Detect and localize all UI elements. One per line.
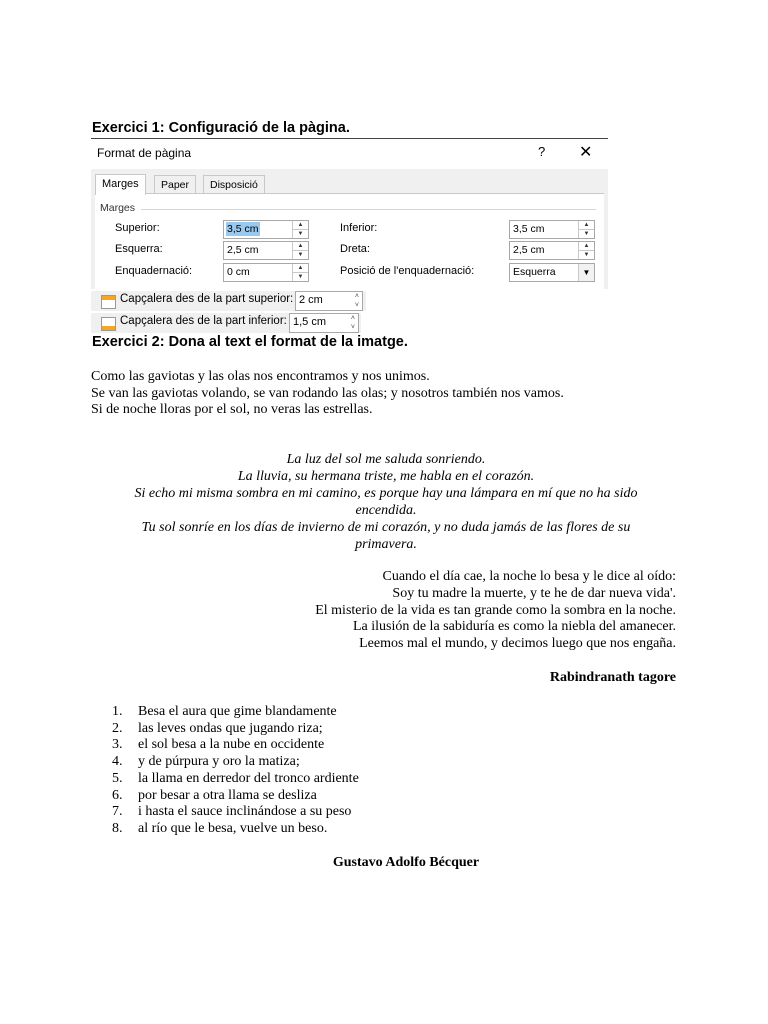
exercise-1-heading: Exercici 1: Configuració de la pàgina.	[92, 120, 350, 136]
inferior-stepper[interactable]	[578, 221, 594, 238]
list-number: 3.	[112, 737, 123, 753]
paragraph-line: Se van las gaviotas volando, se van rodando las olas; y nosotros también nos vamos.	[91, 385, 564, 401]
list-item	[96, 737, 359, 754]
footer-distance-input[interactable]	[289, 313, 359, 333]
enquadernacio-input[interactable]	[223, 263, 309, 282]
numbered-poem	[96, 704, 359, 838]
dreta-value: 2,5 cm	[513, 244, 545, 256]
intro-paragraph	[91, 369, 564, 419]
spin-up-icon[interactable]: ▲	[297, 243, 304, 249]
list-text: Besa el aura que gime blandamente	[138, 704, 337, 719]
superior-value: 3,5 cm	[227, 223, 259, 235]
poem-line: encendida.	[355, 503, 417, 518]
list-item	[96, 721, 359, 738]
dreta-label: Dreta:	[340, 243, 370, 255]
list-text: al río que le besa, vuelve un beso.	[138, 820, 328, 836]
page-setup-dialog	[91, 139, 608, 289]
tab-disposicio[interactable]: Disposició	[203, 175, 265, 194]
spin-down-icon[interactable]: ▼	[293, 229, 308, 238]
list-number: 4.	[112, 754, 123, 770]
spin-up-icon[interactable]: ▲	[297, 222, 304, 228]
spin-down-icon[interactable]: ▼	[293, 250, 308, 259]
list-item	[96, 754, 359, 771]
footer-distance-label: Capçalera des de la part inferior:	[120, 315, 287, 327]
poem-line: Soy tu madre la muerte, y te he de dar nueva vida'.	[392, 585, 676, 601]
posicio-select[interactable]	[509, 263, 595, 282]
list-number: 6.	[112, 787, 123, 803]
posicio-label: Posició de l'enquadernació:	[340, 265, 475, 277]
esquerra-stepper[interactable]	[292, 242, 308, 259]
poem-line: Cuando el día cae, la noche lo besa y le dice al oído:	[382, 569, 676, 584]
close-icon[interactable]: ✕	[579, 144, 593, 161]
poem-line: La lluvia, su hermana triste, me habla en el corazón.	[237, 469, 535, 484]
list-text: el sol besa a la nube en occidente	[138, 737, 325, 753]
help-icon[interactable]: ?	[538, 144, 546, 159]
spin-down-icon[interactable]: ▼	[579, 250, 594, 259]
author-signature-becquer: Gustavo Adolfo Bécquer	[332, 855, 480, 870]
header-stepper[interactable]	[355, 292, 359, 310]
spin-up-icon[interactable]: ▲	[583, 222, 590, 228]
chevron-down-icon[interactable]: ˅	[350, 324, 355, 331]
poem-line: La ilusión de la sabiduría es como la niebla del amanecer.	[352, 619, 676, 635]
header-distance-value: 2 cm	[299, 294, 323, 306]
spin-down-icon[interactable]: ▼	[293, 272, 308, 281]
list-item	[96, 771, 359, 788]
list-item	[96, 788, 359, 805]
superior-stepper[interactable]	[292, 221, 308, 238]
poem-line: El misterio de la vida es tan grande como la sombra en la noche.	[315, 602, 676, 618]
list-item	[96, 704, 359, 721]
margins-group-label: Marges	[100, 202, 136, 214]
header-distance-label: Capçalera des de la part superior:	[120, 293, 294, 305]
list-text: las leves ondas que jugando riza;	[138, 720, 323, 736]
inferior-label: Inferior:	[340, 222, 378, 234]
list-number: 5.	[112, 770, 123, 786]
list-number: 8.	[112, 820, 123, 836]
footer-distance-row	[91, 313, 361, 333]
chevron-down-icon[interactable]: ˅	[354, 302, 359, 309]
esquerra-input[interactable]	[223, 241, 309, 260]
enquadernacio-label: Enquadernació:	[115, 265, 193, 277]
chevron-down-icon[interactable]: ▼	[578, 264, 594, 281]
poem-line: Tu sol sonríe en los días de invierno de mi corazón, y no duda jamás de las flores de su	[141, 520, 631, 535]
list-number: 7.	[112, 804, 123, 820]
tab-marges[interactable]: Marges	[95, 174, 146, 195]
inferior-value: 3,5 cm	[513, 223, 545, 235]
tab-paper[interactable]: Paper	[154, 175, 196, 194]
posicio-value: Esquerra	[513, 266, 556, 278]
list-text: por besar a otra llama se desliza	[138, 787, 317, 803]
list-text: la llama en derredor del tronco ardiente	[138, 770, 359, 786]
footer-distance-value: 1,5 cm	[293, 316, 327, 328]
header-distance-row	[91, 291, 366, 311]
paragraph-line: Si de noche lloras por el sol, no veras las estrellas.	[91, 402, 373, 418]
header-distance-input[interactable]	[295, 291, 363, 311]
superior-label: Superior:	[115, 222, 160, 234]
esquerra-value: 2,5 cm	[227, 244, 259, 256]
dreta-stepper[interactable]	[578, 242, 594, 259]
exercise-2-heading: Exercici 2: Dona al text el format de la imatge.	[92, 334, 408, 350]
chevron-up-icon[interactable]: ˄	[350, 315, 355, 322]
list-item	[96, 804, 359, 821]
group-divider	[141, 209, 596, 210]
list-text: y de púrpura y oro la matiza;	[138, 754, 300, 770]
list-number: 1.	[112, 704, 123, 719]
header-icon	[101, 295, 116, 309]
poem-line: Si echo mi misma sombra en mi camino, es porque hay una lámpara en mí que no ha sido	[134, 486, 638, 501]
spin-down-icon[interactable]: ▼	[579, 229, 594, 238]
spin-up-icon[interactable]: ▲	[297, 265, 304, 271]
italic-poem	[96, 451, 676, 553]
enquadernacio-stepper[interactable]	[292, 264, 308, 281]
author-signature: Rabindranath tagore	[549, 670, 676, 685]
footer-stepper[interactable]	[351, 314, 355, 332]
enquadernacio-value: 0 cm	[227, 266, 250, 278]
right-aligned-poem	[200, 569, 676, 653]
list-number: 2.	[112, 720, 123, 736]
list-text: i hasta el sauce inclinándose a su peso	[138, 804, 352, 820]
spin-up-icon[interactable]: ▲	[583, 243, 590, 249]
poem-line: Leemos mal el mundo, y decimos luego que nos engaña.	[359, 636, 676, 652]
paragraph-line: Como las gaviotas y las olas nos encontramos y nos unimos.	[91, 369, 430, 384]
chevron-up-icon[interactable]: ˄	[354, 293, 359, 300]
inferior-input[interactable]	[509, 220, 595, 239]
esquerra-label: Esquerra:	[115, 243, 163, 255]
list-item	[96, 821, 359, 838]
poem-line: primavera.	[355, 537, 417, 552]
superior-input[interactable]	[223, 220, 309, 239]
footer-icon	[101, 317, 116, 331]
dialog-title: Format de pàgina	[97, 146, 192, 160]
dreta-input[interactable]	[509, 241, 595, 260]
poem-line: La luz del sol me saluda sonriendo.	[286, 452, 486, 467]
